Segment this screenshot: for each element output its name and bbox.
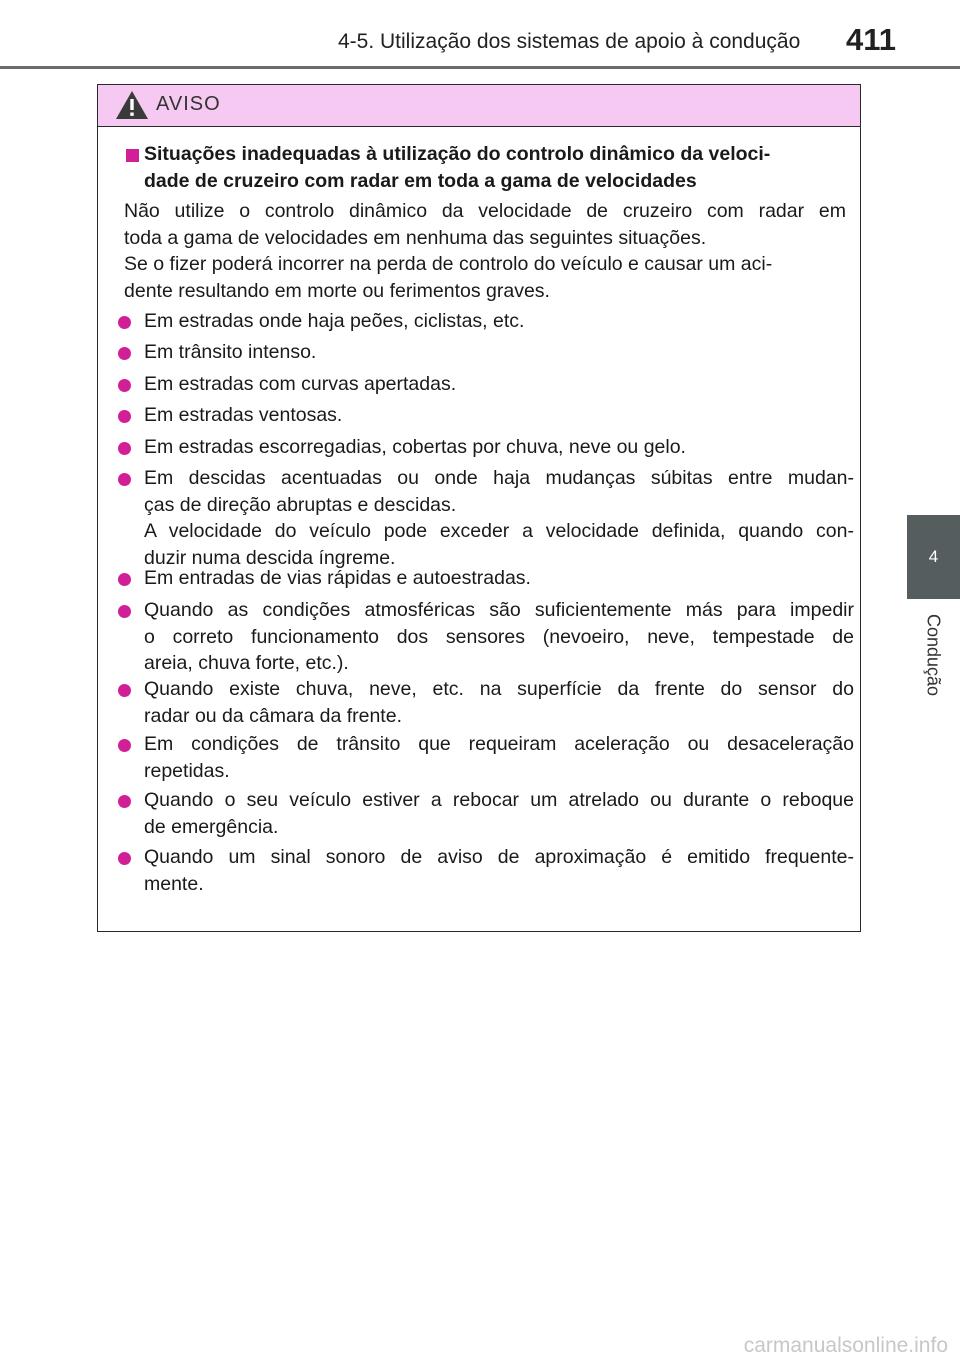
list-item <box>144 308 854 335</box>
list-item <box>144 402 854 429</box>
round-bullet-icon <box>118 684 131 697</box>
watermark: carmanualsonline.info <box>743 1334 948 1357</box>
bullet-line: Quando as condições atmosféricas são suficientemente más para impedir <box>144 599 854 621</box>
round-bullet-icon <box>118 473 131 486</box>
bullet-line: Quando o seu veículo estiver a rebocar um atrelado ou durante o reboque <box>144 789 854 811</box>
bullet-line: A velocidade do veículo pode exceder a velocidade definida, quando con- <box>144 520 854 542</box>
bullet-line: Em estradas onde haja peões, ciclistas, etc. <box>144 310 525 332</box>
warning-triangle-icon <box>115 90 149 120</box>
list-item <box>144 676 854 729</box>
round-bullet-icon <box>118 852 131 865</box>
list-item <box>144 465 854 571</box>
list-item <box>144 597 854 677</box>
bullet-line: repetidas. <box>144 759 230 782</box>
round-bullet-icon <box>118 605 131 618</box>
bullet-line: Em descidas acentuadas ou onde haja mudanças súbitas entre mudan- <box>144 467 854 489</box>
intro-line: dente resultando em morte ou ferimentos graves. <box>124 279 550 302</box>
heading-line: Situações inadequadas à utilização do controlo dinâmico da veloci- <box>144 143 771 165</box>
warning-box <box>97 84 861 932</box>
round-bullet-icon <box>118 410 131 423</box>
section-heading <box>124 141 854 194</box>
chapter-tab <box>907 515 960 599</box>
list-item <box>144 339 854 366</box>
page-header <box>0 0 960 70</box>
warning-header <box>98 85 860 127</box>
section-title: 4-5. Utilização dos sistemas de apoio à condução <box>338 30 801 53</box>
list-item <box>144 844 854 897</box>
intro-line: Se o fizer poderá incorrer na perda de controlo do veículo e causar um aci- <box>124 253 773 275</box>
bullet-line: o correto funcionamento dos sensores (nevoeiro, neve, tempestade de <box>144 625 854 648</box>
header-rule <box>0 66 960 69</box>
round-bullet-icon <box>118 795 131 808</box>
warning-title: AVISO <box>156 93 221 115</box>
round-bullet-icon <box>118 739 131 752</box>
round-bullet-icon <box>118 442 131 455</box>
bullet-line: Quando existe chuva, neve, etc. na superfície da frente do sensor do <box>144 678 854 700</box>
bullet-line: Em estradas ventosas. <box>144 404 343 426</box>
intro-line: toda a gama de velocidades em nenhuma das seguintes situações. <box>124 226 707 249</box>
chapter-number: 4 <box>928 547 939 566</box>
round-bullet-icon <box>118 316 131 329</box>
list-item <box>144 371 854 398</box>
bullet-line: radar ou da câmara da frente. <box>144 704 402 727</box>
list-item <box>144 434 854 461</box>
bullet-line: Em estradas com curvas apertadas. <box>144 373 457 395</box>
square-bullet-icon <box>126 149 139 162</box>
list-item <box>144 565 854 592</box>
bullet-line: de emergência. <box>144 815 279 838</box>
heading-line: dade de cruzeiro com radar em toda a gama de velocidades <box>144 169 697 192</box>
intro-paragraph <box>124 198 846 304</box>
list-item <box>144 787 854 840</box>
bullet-line: mente. <box>144 872 204 895</box>
round-bullet-icon <box>118 573 131 586</box>
list-item <box>144 731 854 784</box>
bullet-line: Quando um sinal sonoro de aviso de aproximação é emitido frequente- <box>144 846 854 868</box>
bullet-line: Em condições de trânsito que requeiram aceleração ou desaceleração <box>144 733 854 755</box>
intro-line: Não utilize o controlo dinâmico da velocidade de cruzeiro com radar em <box>124 200 846 222</box>
page-number: 411 <box>846 22 897 57</box>
bullet-line: areia, chuva forte, etc.). <box>144 652 349 674</box>
round-bullet-icon <box>118 347 131 360</box>
bullet-line: duzir numa descida íngreme. <box>144 546 396 569</box>
bullet-line: ças de direção abruptas e descidas. <box>144 493 457 516</box>
chapter-label: Condução <box>923 613 944 697</box>
bullet-line: Em trânsito intenso. <box>144 341 317 363</box>
round-bullet-icon <box>118 379 131 392</box>
bullet-line: Em entradas de vias rápidas e autoestradas. <box>144 567 531 589</box>
bullet-line: Em estradas escorregadias, cobertas por chuva, neve ou gelo. <box>144 436 686 458</box>
